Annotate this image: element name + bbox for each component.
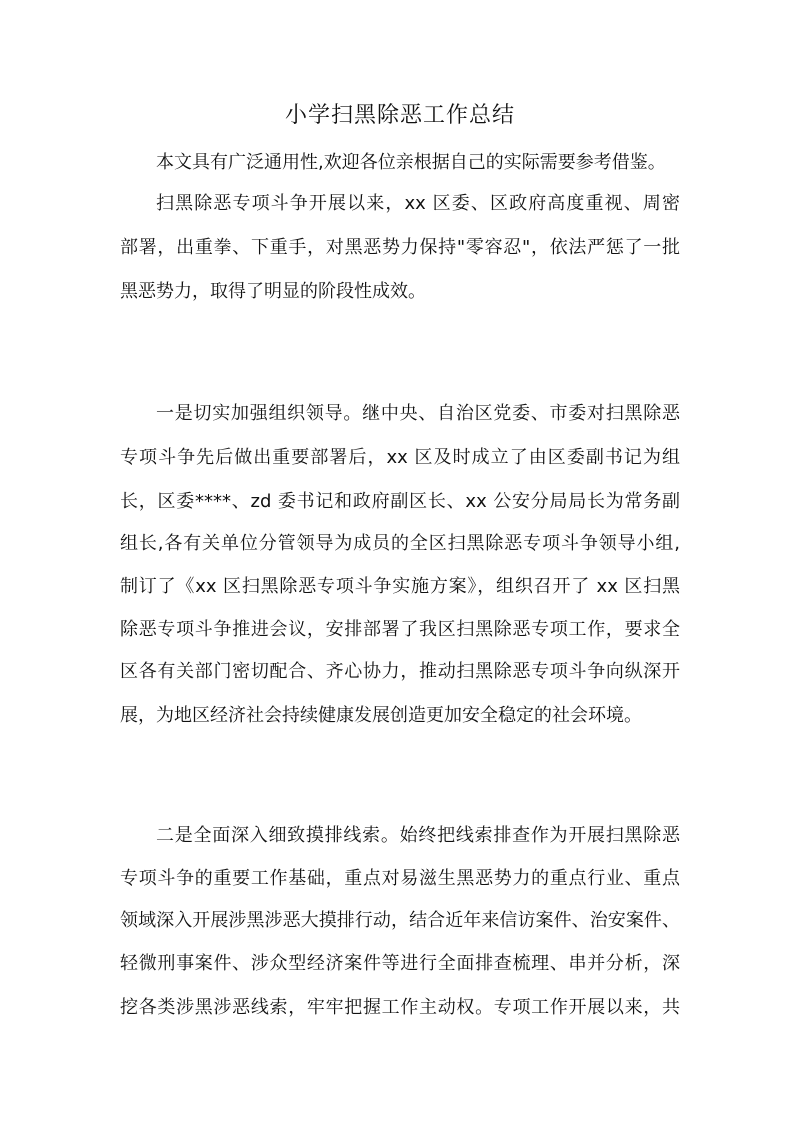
paragraph-line: 专项斗争先后做出重要部署后，xx 区及时成立了由区委副书记为组 [120, 447, 680, 468]
paragraph-line: 长，区委****、zd 委书记和政府副区长、xx 公安分局局长为常务副 [120, 491, 680, 512]
paragraph-line: 展，为地区经济社会持续健康发展创造更加安全稳定的社会环境。 [120, 705, 642, 726]
paragraph-line: 扫黑除恶专项斗争开展以来，xx 区委、区政府高度重视、周密 [156, 193, 680, 214]
paragraph-line: 部署，出重拳、下重手，对黑恶势力保持"零容忍"，依法严惩了一批 [120, 237, 680, 258]
paragraph-line: 区各有关部门密切配合、齐心协力，推动扫黑除恶专项斗争向纵深开 [120, 661, 680, 682]
document-title: 小学扫黑除恶工作总结 [284, 103, 515, 128]
paragraph-line: 二是全面深入细致摸排线索。始终把线索排查作为开展扫黑除恶 [156, 825, 680, 846]
paragraph-line: 除恶专项斗争推进会议，安排部署了我区扫黑除恶专项工作，要求全 [120, 619, 680, 640]
paragraph-line: 挖各类涉黑涉恶线索，牢牢把握工作主动权。专项工作开展以来，共 [120, 997, 680, 1018]
paragraph-line: 领域深入开展涉黑涉恶大摸排行动，结合近年来信访案件、治安案件、 [120, 910, 680, 931]
paragraph-line: 黑恶势力，取得了明显的阶段性成效。 [120, 281, 426, 302]
paragraph-line: 本文具有广泛通用性,欢迎各位亲根据自己的实际需要参考借鉴。 [156, 152, 666, 173]
paragraph-line: 组长,各有关单位分管领导为成员的全区扫黑除恶专项斗争领导小组, [120, 533, 680, 554]
paragraph-line: 一是切实加强组织领导。继中央、自治区党委、市委对扫黑除恶 [156, 403, 680, 424]
paragraph-line: 专项斗争的重要工作基础，重点对易滋生黑恶势力的重点行业、重点 [120, 868, 680, 889]
paragraph-line: 制订了《xx 区扫黑除恶专项斗争实施方案》，组织召开了 xx 区扫黑 [120, 576, 680, 597]
paragraph-line: 轻微刑事案件、涉众型经济案件等进行全面排查梳理、串并分析，深 [120, 953, 680, 974]
